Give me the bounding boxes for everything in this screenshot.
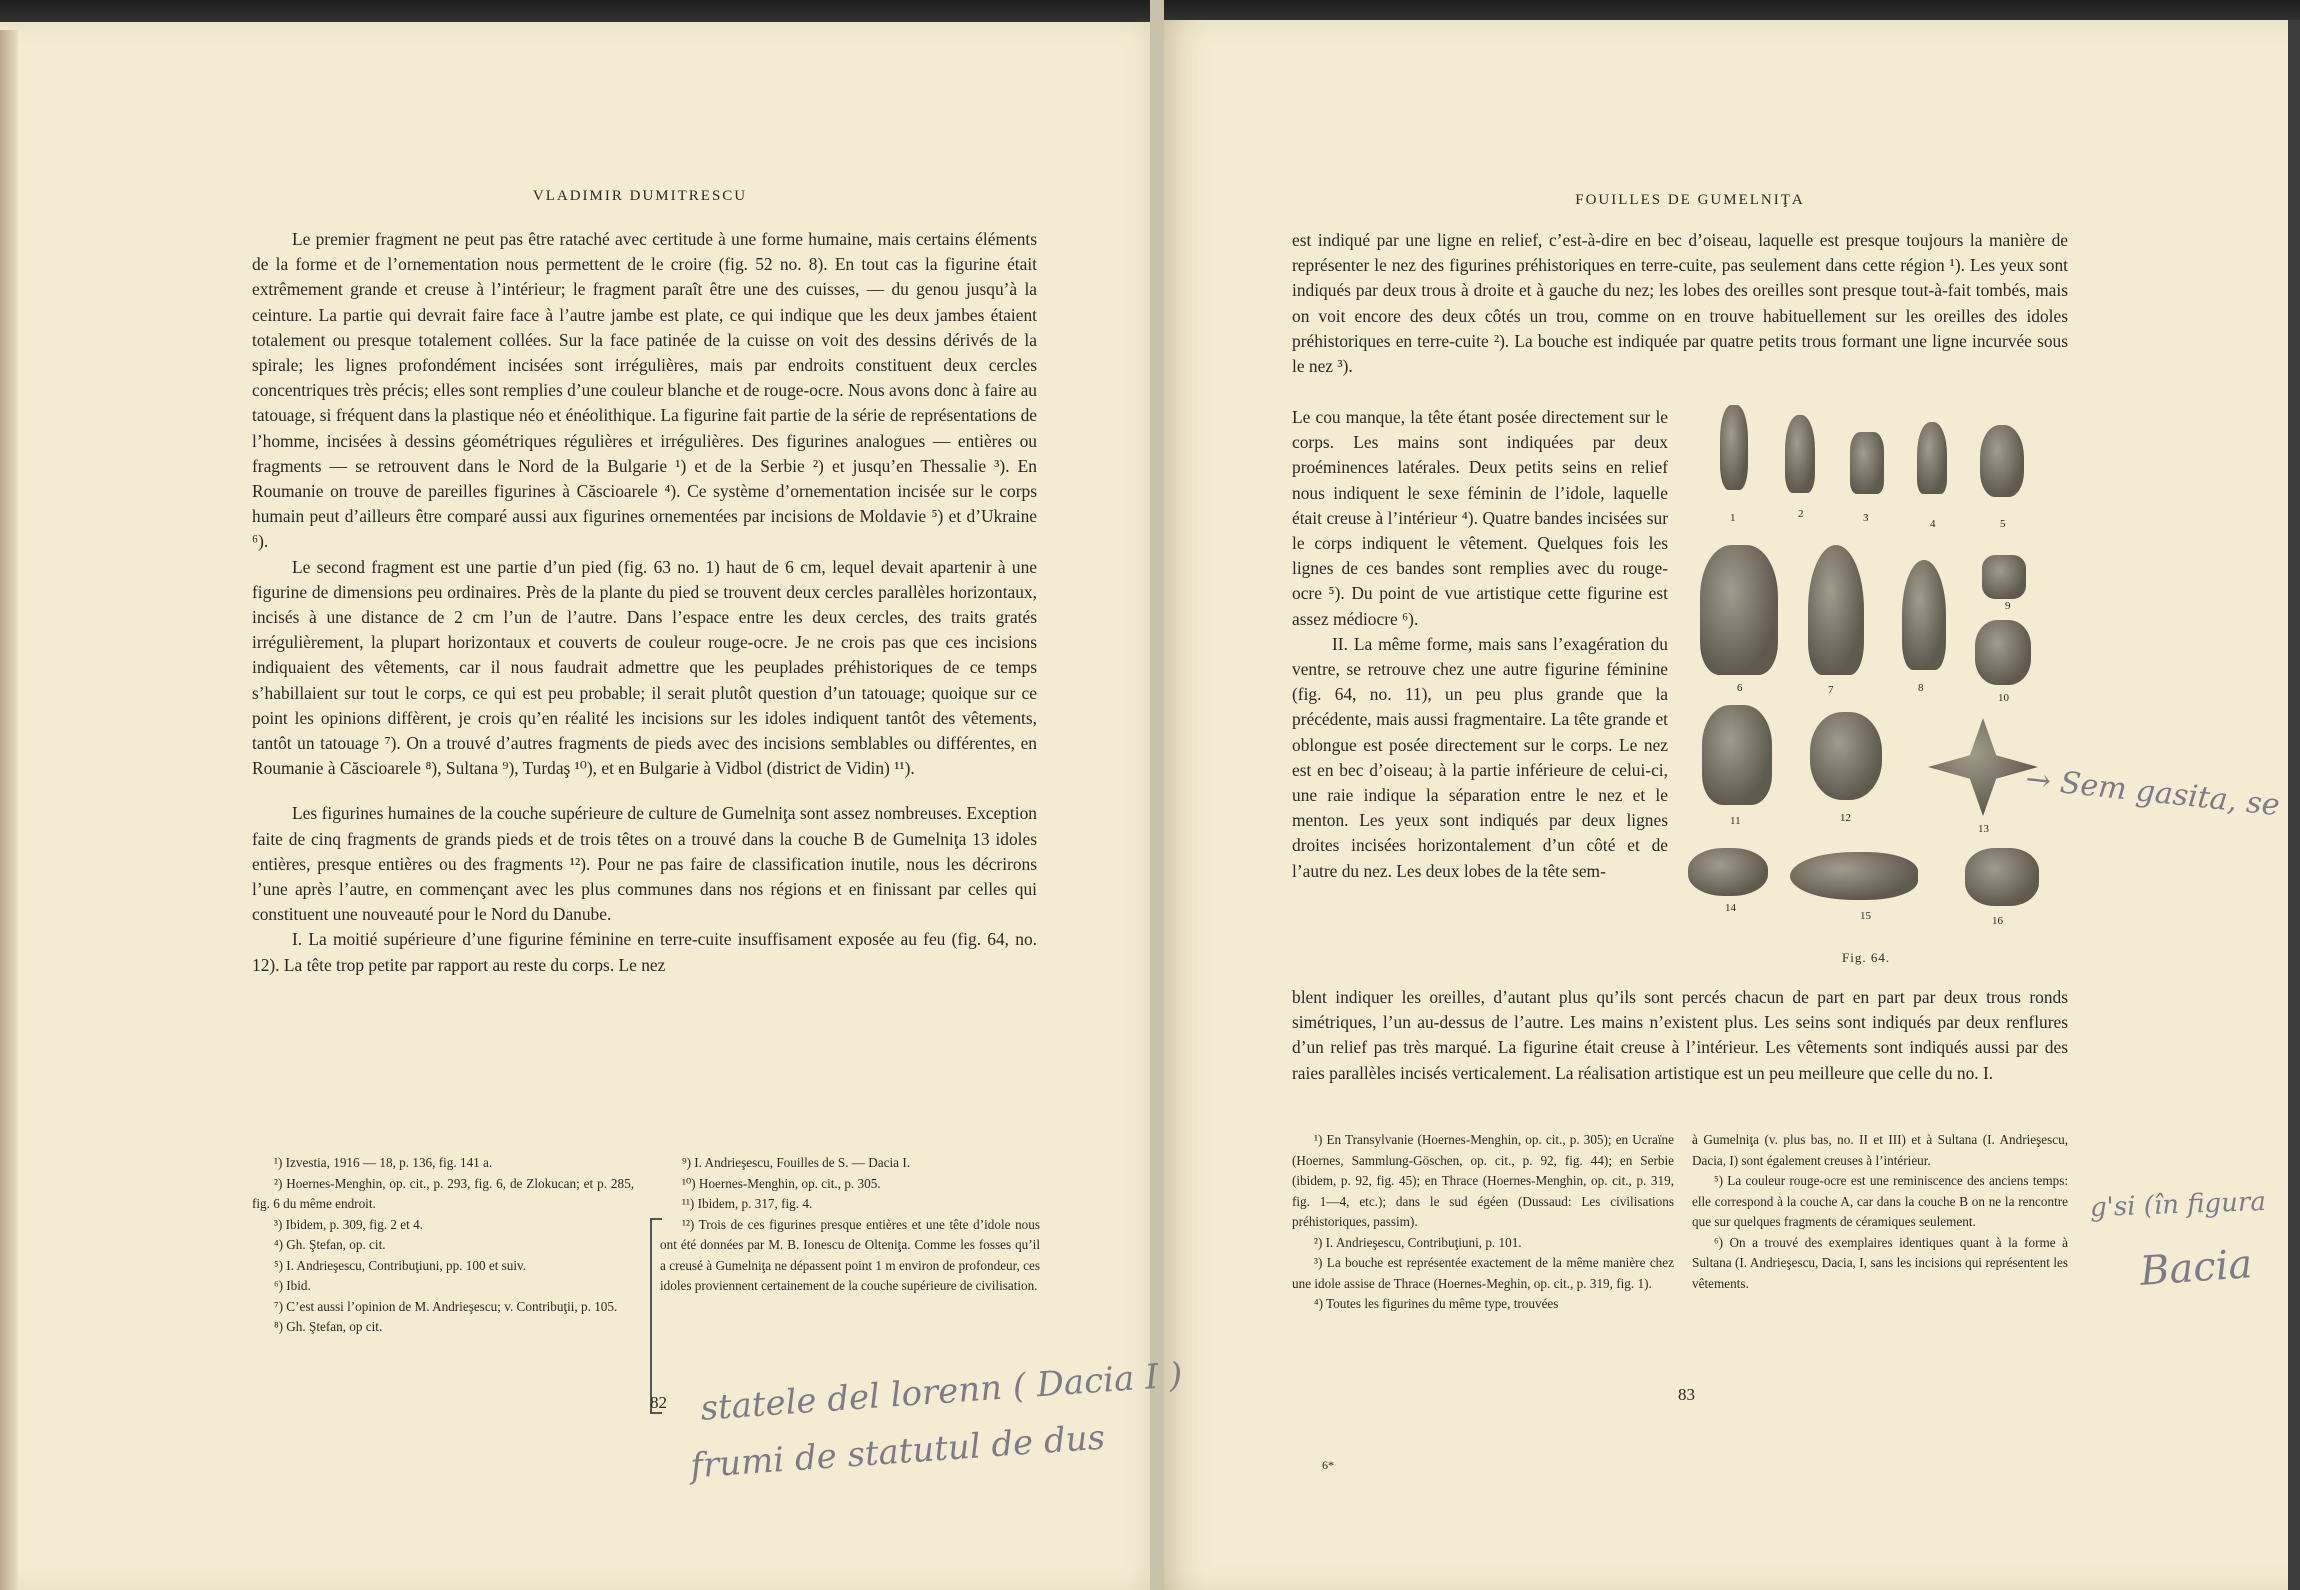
footnote: ⁸) Gh. Ştefan, op cit. <box>274 1319 383 1334</box>
figurine-8 <box>1902 560 1946 670</box>
page-edge-left <box>0 30 18 1590</box>
left-paragraph-2: Le second fragment est une partie d’un pied (fig. 63 no. 1) haut de 6 cm, lequel devait apartenir à une figurine de dimensions peu ordinaires. Près de la plante du pied se trouvent deux cercles parallèles horizontaux, incisés à une distance de 2 cm l’un de l’autre. Dans l’espace entre les deux cercles, des traits gratés irrégulièrement, la plupart horizontaux et couverts de couleur rouge-ocre. Je ne crois pas que ces incisions indiquaient des vêtements, car il nous faudrait admettre que les peuplades préhistoriques de ce temps s’habillaient sur tout le corps, ce qui est peu probable; il serait plutôt question d’un tatouage; quoique sur ce point les opinions diffèrent, je crois qu’en réalité les incisions sur les idoles indiquent tantôt des vêtements, tantôt un tatouage ⁷). On a trouvé d’autres fragments de pieds avec des incisions semblables ou différentes, en Roumanie à Căscioarele ⁸), Sultana ⁹), Turdaş ¹⁰), et en Bulgarie à Vidbol (district de Vidin) ¹¹). <box>252 556 1037 779</box>
figurine-1 <box>1720 405 1748 490</box>
figure-number: 1 <box>1730 512 1736 524</box>
footnote: ⁵) I. Andrieşescu, Contribuţiuni, pp. 100 et suiv. <box>274 1257 527 1273</box>
right-paragraph-4: blent indiquer les oreilles, d’autant plus qu’ils sont percés chacun de part en part par deux trous ronds simétriques, l’un au-dessus de l’autre. Les mains n’existent plus. Les seins sont indiqués par deux renflures d’un relief pas très marqué. La figurine était creuse à l’intérieur. Les vêtements sont indiqués aussi par des raies parallèles incisés verticalement. La réalisation artistique est un peu meilleure que celle du no. I. <box>1292 987 2068 1083</box>
left-body-text <box>252 227 1037 978</box>
figure-number: 16 <box>1992 915 2003 927</box>
figure-number: 9 <box>2005 600 2011 612</box>
footnote: ²) Hoernes-Menghin, op. cit., p. 293, fig. 6, de Zlokucan; et p. 285, fig. 6 du même endroit. <box>252 1175 634 1211</box>
figure-number: 3 <box>1863 512 1869 524</box>
footnote: à Gumelniţa (v. plus bas, no. II et III) et à Sultana (I. Andrieşescu, Dacia, I) sont également creuses à l’intérieur. <box>1692 1132 2068 1168</box>
right-page-number: 83 <box>1678 1385 1695 1404</box>
footnote: ⁴) Gh. Ştefan, op. cit. <box>274 1237 386 1252</box>
handwritten-note: g'si (în figura <box>2089 1186 2267 1224</box>
right-paragraph-3: II. La même forme, mais sans l’exagération du ventre, se retrouve chez une autre figurine féminine (fig. 64, no. 11), un peu plus grande que la précédente, mais aussi fragmentaire. La tête grande et oblongue est posée directement sur le corps. Le nez est en bec d’oiseau; à la partie inférieure de celui-ci, une raie indique la séparation entre le nez et le menton. Les yeux sont indiqués par deux lignes droites incisées horizontalement d’un côté et de l’autre du nez. Les deux lobes de la tête sem- <box>1292 633 1668 881</box>
figure-number: 15 <box>1860 910 1871 922</box>
right-paragraph-2: Le cou manque, la tête étant posée directement sur le corps. Les mains sont indiquées par deux proéminences latérales. Deux petits seins en relief nous indiquent le sexe féminin de l’idole, laquelle était creuse à l’intérieur ⁴). Quatre bandes incisées sur le corps indiquent le vêtement. Quelques fois les lignes de ces bandes sont remplies avec du rouge-ocre ⁵). Du point de vue artistique cette figurine est assez médiocre ⁶). <box>1292 407 1668 629</box>
left-page-number: 82 <box>650 1393 667 1412</box>
handwritten-note: Bacia <box>2138 1241 2254 1295</box>
left-paragraph-3: Les figurines humaines de la couche supérieure de culture de Gumelniţa sont assez nombreuses. Exception faite de cinq fragments de grands pieds et de trois têtes on a trouvé dans la couche B de Gumelniţa 13 idoles entières, presque entières ou des fragments ¹²). Pour ne pas faire de classification inutile, nous les décrirons l’une après l’autre, en commençant avec les plus communes dans nos régions et en finissant par celles qui constituent une nouveauté pour le Nord du Danube. <box>252 803 1037 925</box>
figure-number: 13 <box>1978 823 1989 835</box>
right-running-head: FOUILLES DE GUMELNIŢA <box>1575 192 1805 208</box>
figurine-3 <box>1850 432 1884 494</box>
footnote: ¹) Izvestia, 1916 — 18, p. 136, fig. 141 a. <box>274 1155 493 1170</box>
footnote: ³) Ibidem, p. 309, fig. 2 et 4. <box>274 1216 423 1232</box>
right-column-text <box>1292 405 1668 884</box>
handwritten-note: frumi de statutul de dus <box>689 1417 1107 1487</box>
figure-number: 14 <box>1725 902 1736 914</box>
figurine-5 <box>1980 425 2024 497</box>
figure-caption: Fig. 64. <box>1842 950 1891 965</box>
figurine-11 <box>1702 705 1772 805</box>
footnote: ¹⁰) Hoernes-Menghin, op. cit., p. 305. <box>682 1175 881 1191</box>
footnote: ³) La bouche est représentée exactement de la même manière chez une idole assise de Thrace (Hoernes-Meghin, op. cit., p. 319, fig. 1). <box>1292 1255 1674 1291</box>
footnote: ¹¹) Ibidem, p. 317, fig. 4. <box>682 1196 813 1211</box>
figure-number: 10 <box>1998 692 2009 704</box>
left-footnotes-col1 <box>252 1153 634 1338</box>
figure-number: 8 <box>1918 682 1924 694</box>
right-top-paragraph <box>1292 228 2068 379</box>
footnote: ⁷) C’est aussi l’opinion de M. Andrieşescu; v. Contribuţii, p. 105. <box>274 1298 618 1314</box>
right-bottom-paragraph <box>1292 985 2068 1086</box>
left-running-head: VLADIMIR DUMITRESCU <box>532 188 748 204</box>
figure-number: 5 <box>2000 518 2006 530</box>
figure-number: 11 <box>1730 815 1741 827</box>
figure-64 <box>1680 400 2060 965</box>
left-paragraph-1: Le premier fragment ne peut pas être rataché avec certitude à une forme humaine, mais certains éléments de la forme et de l’ornementation nous permettent de le croire (fig. 52 no. 8). En tout cas la figurine était extrêmement grande et creuse à l’intérieur; le fragment paraît être une des cuisses, — du genou jusqu’à la ceinture. La partie qui devrait faire face à l’autre jambe est plate, ce qui indique que les deux jambes étaient totalement ou presque totalement collées. Sur la face patinée de la cuisse on voit des dessins dérivés de la spirale; les lignes profondément incisées sont irrégulières, mais par endroits constituent deux cercles concentriques très précis; elles sont remplies d’une couleur blanche et de rouge-ocre. Nous avons donc à faire au tatouage, si fréquent dans la plastique néo et énéolithique. La figurine fait partie de la série de représentations de l’homme, incisées à dessins géométriques régulières et irrégulières. Des figurines analogues — entières ou fragments — se retrouvent dans le Nord de la Bulgarie ¹) et de la Serbie ²) et jusqu’en Thessalie ³). En Roumanie on trouve de pareilles figurines à Căscioarele ⁴). Ce système d’ornementation incisée sur le corps humain peut d’ailleurs être comparé aussi aux figurines ornementées par incisions de Moldavie ⁵) et d’Ukraine ⁶). <box>252 229 1037 552</box>
footnote: ⁵) La couleur rouge-ocre est une reminiscence des anciens temps: elle correspond à la couche A, car dans la couche B on ne la rencontre que sur quelques fragments de céramiques seulement. <box>1692 1173 2068 1229</box>
figure-number: 2 <box>1798 508 1804 520</box>
figurine-15 <box>1790 852 1918 900</box>
figurine-13 <box>1928 718 2038 816</box>
figurine-16 <box>1965 848 2039 906</box>
signature-mark: 6* <box>1322 1458 1334 1472</box>
handwritten-note: → Sem gasita, se <box>2023 761 2282 824</box>
figure-number: 7 <box>1828 684 1834 696</box>
figurine-14 <box>1688 848 1768 896</box>
footnote: ⁶) Ibid. <box>274 1278 311 1293</box>
figurine-10 <box>1975 620 2031 685</box>
figurine-9 <box>1982 555 2026 599</box>
figurine-4 <box>1917 422 1947 494</box>
footnote: ⁶) On a trouvé des exemplaires identiques quant à la forme à Sultana (I. Andrieşescu, Dacia, I, sans les incisions qui représentent les vêtements. <box>1692 1234 2068 1291</box>
book-gutter <box>1150 0 1164 1590</box>
handwritten-note: statele del lorenn ( Dacia I ) <box>699 1355 1184 1429</box>
footnote: ⁴) Toutes les figurines du même type, trouvées <box>1314 1296 1559 1311</box>
right-paragraph-1: est indiqué par une ligne en relief, c’est-à-dire en bec d’oiseau, laquelle est presque toujours la manière de représenter le nez des figurines préhistoriques en terre-cuite, pas seulement dans cette région ¹). Les yeux sont indiqués par deux trous à droite et à gauche du nez; les lobes des oreilles sont presque tout-à-fait tombés, mais on voit encore des deux côtés un trou, comme on en trouve habituellement sur les oreilles des idoles préhistoriques en terre-cuite ²). La bouche est indiquée par quatre petits trous formant une ligne incurvée sous le nez ³). <box>1292 230 2068 377</box>
page-edge-right <box>2288 20 2300 1590</box>
footnote: ²) I. Andrieşescu, Contribuţiuni, p. 101. <box>1314 1234 1522 1250</box>
figure-number: 4 <box>1930 518 1936 530</box>
footnote: ⁹) I. Andrieşescu, Fouilles de S. — Dacia I. <box>682 1155 911 1170</box>
figurine-7 <box>1808 545 1864 675</box>
footnote: ¹) En Transylvanie (Hoernes-Menghin, op. cit., p. 305); en Ucraïne (Hoernes, Sammlung-Göschen, op. cit., p. 92, fig. 44); en Serbie (ibidem, p. 92, fig. 45); en Thrace (Hoernes-Menghin, op. cit., p. 319, fig. 1—4, etc.); dans le sud égéen (Dussaud: Les civilisations préhistoriques, passim). <box>1292 1132 1674 1229</box>
figurine-12 <box>1810 712 1882 800</box>
figure-number: 6 <box>1737 682 1743 694</box>
figurine-6 <box>1700 545 1778 675</box>
right-footnotes-col1 <box>1292 1130 1674 1315</box>
right-footnotes-col2 <box>1692 1130 2068 1294</box>
figure-number: 12 <box>1840 812 1851 824</box>
figurine-2 <box>1785 415 1815 493</box>
footnote: ¹²) Trois de ces figurines presque entières et une tête d’idole nous ont été données par M. B. Ionescu de Olteniţa. Comme les fosses qu’il a creusé à Gumelniţa ne dépassent point 1 m environ de profondeur, ces idoles proviennent certainement de la couche supérieure de civilisation. <box>660 1216 1040 1293</box>
left-paragraph-4: I. La moitié supérieure d’une figurine féminine en terre-cuite insuffisament exposée au feu (fig. 64, no. 12). La tête trop petite par rapport au reste du corps. Le nez <box>252 929 1037 975</box>
left-footnotes-col2 <box>660 1153 1040 1297</box>
